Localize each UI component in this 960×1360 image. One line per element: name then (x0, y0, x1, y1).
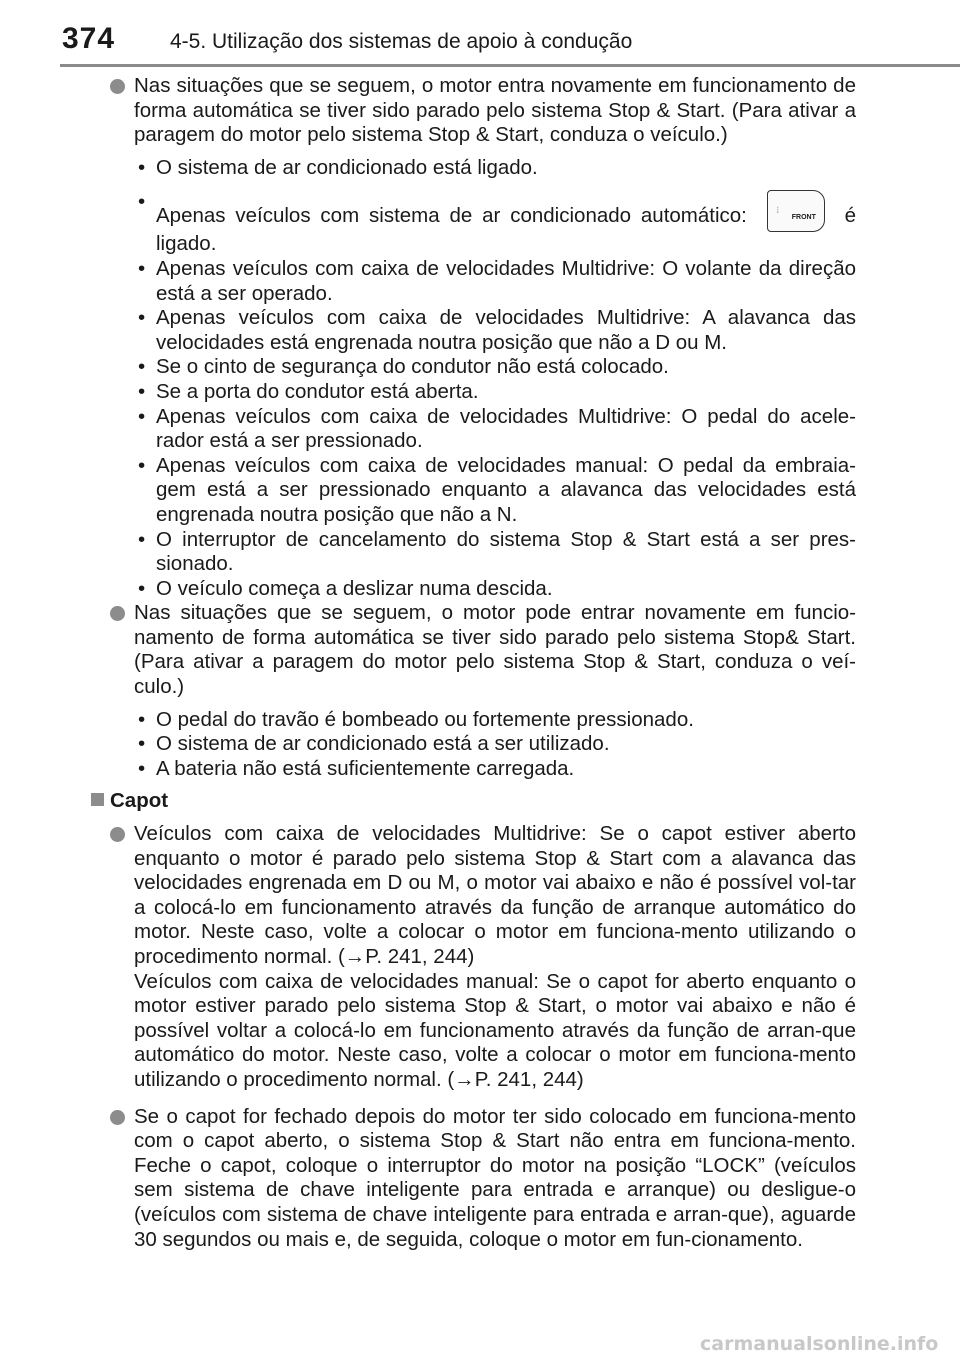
list-item: • Apenas veículos com caixa de velocidades manual: O pedal da embraia-gem está a ser pressionado enquanto a alavanca das velocidades está engrenada noutra posição que não a N. (134, 454, 856, 528)
front-label: FRONT (791, 214, 816, 222)
watermark: carmanualsonline.info (700, 1333, 939, 1355)
list-item: • O sistema de ar condicionado está ligado. (134, 156, 856, 181)
list-item: • O veículo começa a deslizar numa descida. (134, 577, 856, 602)
list-item: • Apenas veículos com caixa de velocidades Multidrive: O volante da direção está a ser operado. (134, 257, 856, 306)
circle-bullet-icon (110, 827, 125, 842)
paragraph-text: Veículos com caixa de velocidades manual: Se o capot for aberto enquanto o motor estiver parado pelo sistema Stop & Start, o motor vai abaixo e não é possível voltar a colocá-lo em funcionamento através da função de arran-que automático do motor. Neste caso, volte a colocar o motor em funciona-mento utilizando o procedimento normal. (→P. 241, 244) (134, 969, 856, 1091)
bullet-paragraph-1 (108, 74, 856, 148)
square-bullet-icon (91, 793, 104, 806)
header-rule (60, 64, 960, 67)
content (108, 74, 856, 1252)
list-item: • O sistema de ar condicionado está a ser utilizado. (134, 732, 856, 757)
paragraph-text: Nas situações que se seguem, o motor pode entrar novamente em funcio-namento de forma automática se tiver sido parado pelo sistema Stop& Start. (Para ativar a paragem do motor pelo sistema Stop & Start, conduza o veí-culo.) (134, 601, 856, 699)
section-title: 4-5. Utilização dos sistemas de apoio à condução (170, 30, 633, 53)
list-item: • Se o cinto de segurança do condutor não está colocado. (134, 355, 856, 380)
bullet-paragraph-2 (108, 601, 856, 699)
list-item: • Apenas veículos com caixa de velocidades Multidrive: O pedal do acele-rador está a ser pressionado. (134, 405, 856, 454)
capot-paragraph-1 (108, 822, 856, 1093)
front-defroster-button-icon: ⦙ FRONT (767, 190, 825, 232)
circle-bullet-icon (110, 79, 125, 94)
list-item-text: Apenas veículos com sistema de ar condicionado automático: (156, 204, 747, 228)
list-item-text: é ligado. (156, 204, 856, 256)
list-item: • A bateria não está suficientemente carregada. (134, 757, 856, 782)
list-item: • Apenas veículos com caixa de velocidades Multidrive: A alavanca das velocidades está engrenada noutra posição que não a D ou M. (134, 306, 856, 355)
list-item: • O interruptor de cancelamento do sistema Stop & Start está a ser pres-sionado. (134, 528, 856, 577)
list-item: • Se a porta do condutor está aberta. (134, 380, 856, 405)
capot-paragraph-2 (108, 1105, 856, 1253)
conditions-list-1 (108, 156, 856, 602)
circle-bullet-icon (110, 1110, 125, 1125)
paragraph-text: Veículos com caixa de velocidades Multidrive: Se o capot estiver aberto enquanto o motor é parado pelo sistema Stop & Start com a alavanca das velocidades engrenada em D ou M, o motor vai abaixo e não é possível vol-tar a colocá-lo em funcionamento através da função de arranque automático do motor. Neste caso, volte a colocar o motor em funciona-mento utilizando o procedimento normal. (→P. 241, 244) (134, 822, 856, 968)
page-number: 374 (62, 22, 116, 55)
capot-heading (91, 789, 856, 814)
list-item-ac (134, 190, 856, 257)
paragraph-text: Nas situações que se seguem, o motor entra novamente em funcionamento de forma automática se tiver sido parado pelo sistema Stop & Start. (Para ativar a paragem do motor pelo sistema Stop & Start, conduza o veículo.) (134, 74, 856, 147)
conditions-list-2 (108, 708, 856, 782)
list-item: • O pedal do travão é bombeado ou fortemente pressionado. (134, 708, 856, 733)
capot-heading-text: Capot (110, 789, 169, 813)
circle-bullet-icon (110, 606, 125, 621)
paragraph-text: Se o capot for fechado depois do motor ter sido colocado em funciona-mento com o capot aberto, o sistema Stop & Start não entra em funciona-mento. Feche o capot, coloque o interruptor do motor na posição “LOCK” (veículos sem sistema de chave inteligente para entrada e arranque) ou desligue-o (veículos com sistema de chave inteligente para entrada e arran-que), aguarde 30 segundos ou mais e, de seguida, coloque o motor em fun-cionamento. (134, 1104, 856, 1251)
